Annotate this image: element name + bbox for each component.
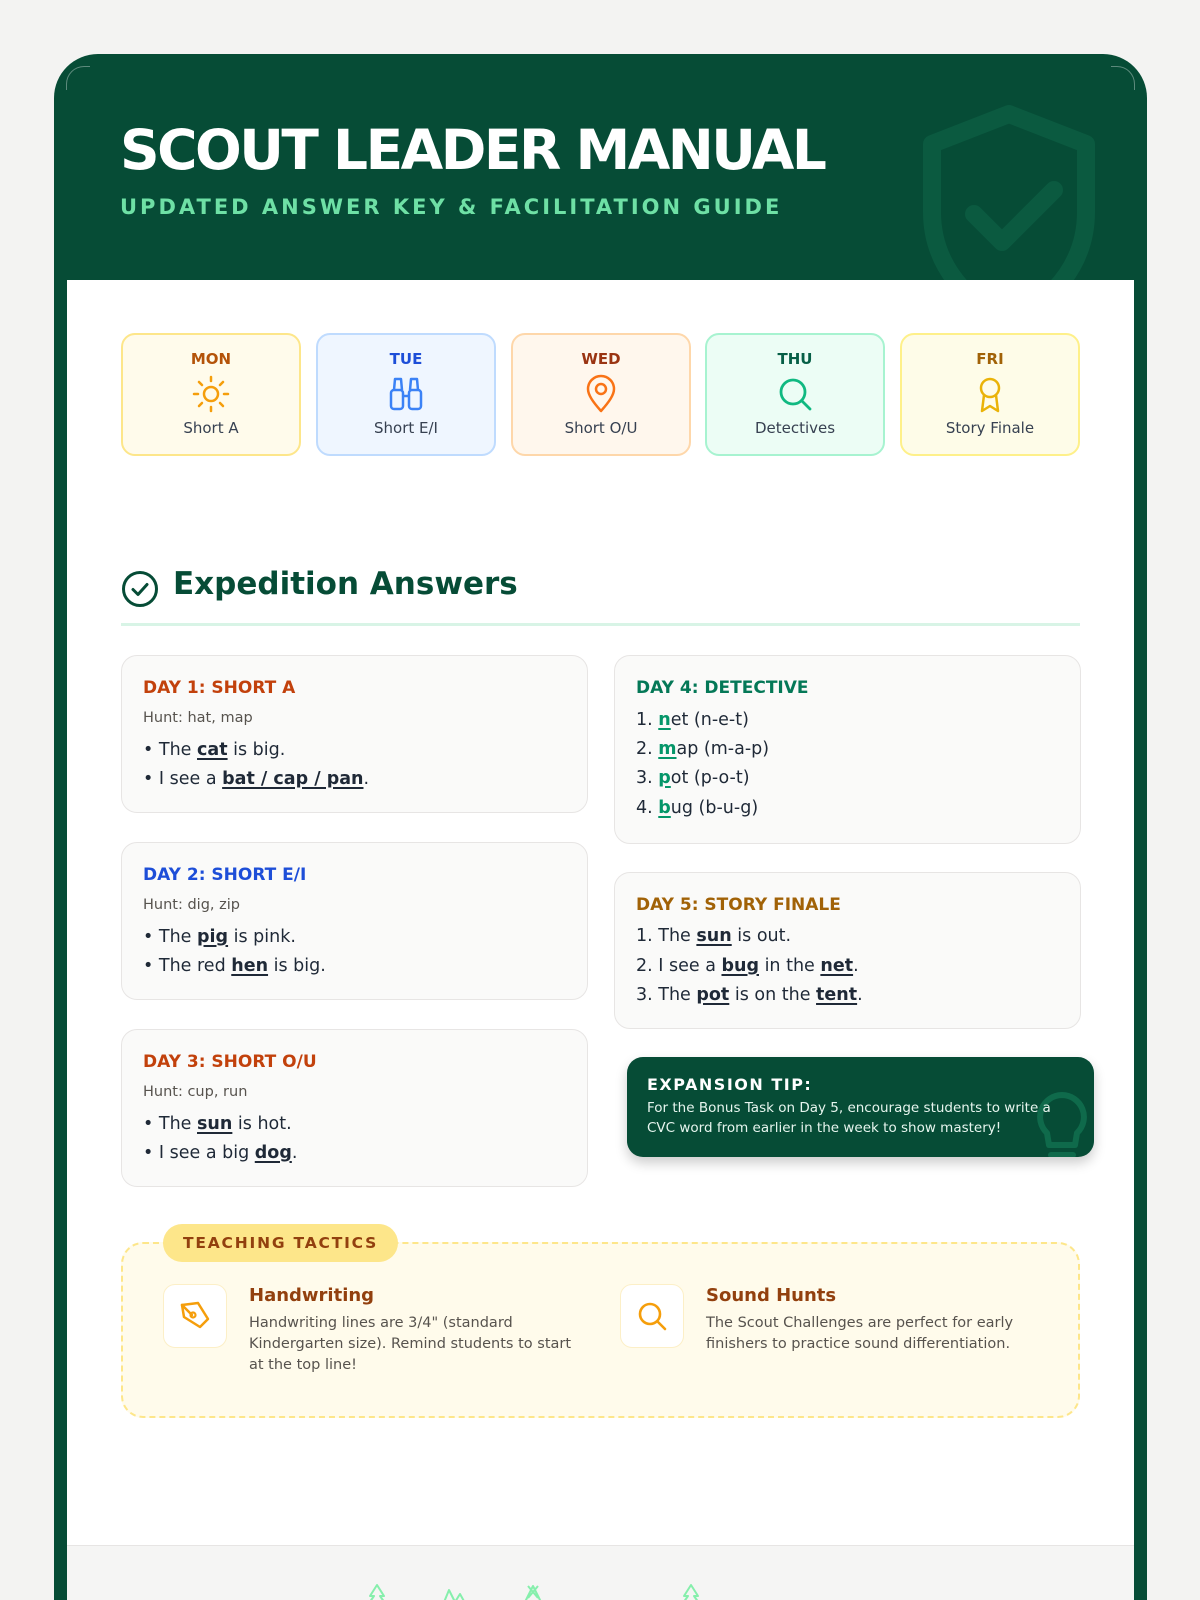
tip-text: For the Bonus Task on Day 5, encourage students to write a CVC word from earlier in the week to show mastery! (647, 1100, 1051, 1136)
teaching-tactics-badge: TEACHING TACTICS (163, 1224, 398, 1262)
corner-ornament (66, 66, 90, 90)
answer-card-day3 (121, 1029, 588, 1187)
day-name: WED (581, 350, 621, 368)
answer-word: bug (721, 956, 759, 976)
answer-word: bat / cap / pan (222, 769, 364, 789)
answer-heading: DAY 3: SHORT O/U (143, 1052, 317, 1072)
tactic-text: Handwriting lines are 3/4" (standard Kindergarten size). Remind students to start at the top line! (249, 1315, 572, 1373)
tactic-icon-box (163, 1284, 227, 1348)
answer-card-day5 (614, 872, 1081, 1029)
hunt-words: Hunt: cup, run (143, 1084, 248, 1100)
answer-word: hen (231, 956, 269, 976)
tactic-text: The Scout Challenges are perfect for early finishers to practice sound differentiation. (706, 1315, 1014, 1352)
tactic-icon-box (620, 1284, 684, 1348)
answer-word: pig (197, 927, 229, 947)
answer-line: 2. I see a bug in the net. (636, 956, 859, 976)
day-label: Short A (183, 419, 239, 437)
day-name: TUE (389, 350, 423, 368)
answer-line: 3. The pot is on the tent. (636, 985, 863, 1005)
answer-heading: DAY 5: STORY FINALE (636, 895, 841, 915)
answer-line: • The red hen is big. (143, 956, 326, 976)
answer-word: cat (197, 740, 228, 760)
tip-heading: EXPANSION TIP: (647, 1075, 813, 1094)
sun-icon (191, 374, 231, 414)
answer-letter: b (658, 798, 671, 818)
magnifier-icon (775, 374, 815, 414)
pen-nib-icon (178, 1299, 212, 1333)
expansion-tip (627, 1057, 1094, 1157)
magnifier-icon (635, 1299, 669, 1333)
answer-word: sun (197, 1114, 233, 1134)
tree-icon (360, 1582, 394, 1600)
hunt-words: Hunt: dig, zip (143, 897, 240, 913)
tactic-title: Sound Hunts (706, 1285, 837, 1306)
answer-line: • The sun is hot. (143, 1114, 292, 1134)
answer-heading: DAY 4: DETECTIVE (636, 678, 809, 698)
day-name: THU (777, 350, 813, 368)
answer-line: 1. net (n-e-t) (636, 710, 749, 730)
tent-icon (516, 1582, 550, 1600)
section-title: Expedition Answers (173, 566, 518, 602)
answer-card-day2 (121, 842, 588, 1000)
day-label: Short E/I (374, 419, 438, 437)
tactic-title: Handwriting (249, 1285, 375, 1306)
answer-letter: p (658, 768, 671, 788)
answer-word: sun (696, 926, 732, 946)
manual-card (54, 54, 1147, 1600)
answer-card-day1 (121, 655, 588, 813)
answer-line: 3. pot (p-o-t) (636, 768, 750, 788)
answer-line: • The cat is big. (143, 740, 286, 760)
answer-card-day4 (614, 655, 1081, 844)
answer-word: dog (254, 1143, 292, 1163)
content-panel (67, 280, 1134, 1600)
answer-line: 1. The sun is out. (636, 926, 792, 946)
hunt-words: Hunt: hat, map (143, 710, 253, 726)
answer-line: 2. map (m-a-p) (636, 739, 770, 759)
answer-heading: DAY 2: SHORT E/I (143, 865, 307, 885)
day-name: MON (190, 350, 232, 368)
check-circle-icon (121, 570, 159, 608)
section-divider (121, 623, 1080, 626)
page-subtitle: UPDATED ANSWER KEY & FACILITATION GUIDE (120, 195, 783, 219)
day-label: Short O/U (564, 419, 638, 437)
tree-icon (674, 1582, 708, 1600)
day-card-fri (900, 333, 1080, 456)
award-ribbon-icon (970, 374, 1010, 414)
day-card-thu (705, 333, 885, 456)
answer-line: • I see a bat / cap / pan. (143, 769, 370, 789)
day-label: Story Finale (945, 419, 1035, 437)
answer-line: 4. bug (b-u-g) (636, 798, 759, 818)
day-card-mon (121, 333, 301, 456)
answer-letter: m (658, 739, 677, 759)
day-card-tue (316, 333, 496, 456)
binoculars-icon (386, 374, 426, 414)
answer-word: net (820, 956, 854, 976)
answer-word: pot (696, 985, 730, 1005)
answer-letter: n (658, 710, 671, 730)
day-card-wed (511, 333, 691, 456)
answer-line: • The pig is pink. (143, 927, 296, 947)
corner-ornament (1111, 66, 1135, 90)
answer-word: tent (816, 985, 858, 1005)
answer-heading: DAY 1: SHORT A (143, 678, 296, 698)
footer-strip (67, 1545, 1134, 1600)
answer-line: • I see a big dog. (143, 1143, 298, 1163)
page-title: SCOUT LEADER MANUAL (120, 118, 825, 182)
day-label: Detectives (754, 419, 836, 437)
day-name: FRI (976, 350, 1004, 368)
mountain-icon (438, 1582, 472, 1600)
map-pin-icon (581, 374, 621, 414)
